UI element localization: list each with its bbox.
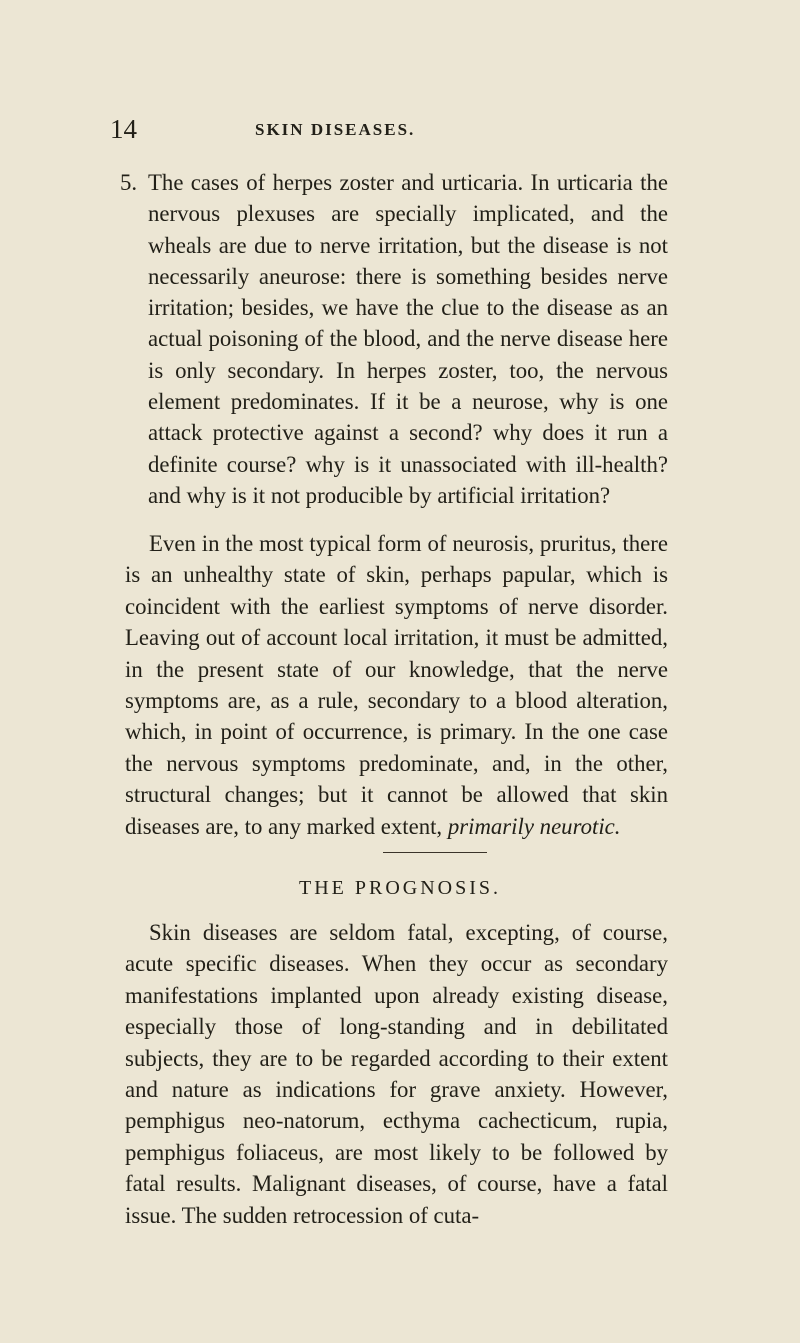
page-number: 14: [110, 114, 137, 144]
paragraph-text: Even in the most typical form of neurosis, pruritus, there is an unhealthy state of skin, perhaps papular, which is coincident with the earliest symptoms of nerve disorder. Leaving out of account local irritation, it must be admitted, in the present state of our knowledge, that the nerve symptoms are, as a rule, secondary to a blood alteration, which, in point of occurrence, is primary. In the one case the nervous symptoms predominate, and, in the other, structural changes; but it cannot be allowed that skin diseases are, to any marked extent,: [125, 531, 668, 839]
running-head: [110, 114, 690, 144]
numbered-item-5: [120, 167, 668, 511]
section-heading: THE PROGNOSIS.: [298, 877, 502, 899]
section-divider: [383, 852, 487, 853]
item-text: The cases of herpes zoster and urticaria. In urticaria the nervous plexuses are specially implicated, and the wheals are due to nerve irritation, but the disease is not necessarily aneurose: there is something besides nerve irritation; besides, we have the clue to the disease as an actual poisoning of the blood, and the nerve disease here is only secondary. In herpes zoster, too, the nervous element predominates. If it be a neurose, why is one attack protective against a second? why does it run a definite course? why is it unassociated with ill-health? and why is it not producible by artificial irritation?: [148, 170, 668, 508]
paragraph-neurosis: [125, 528, 668, 842]
running-title: SKIN DISEASES.: [255, 120, 416, 139]
paragraph-prognosis: Skin diseases are seldom fatal, excepting, of course, acute specific diseases. When they occur as secondary manifestations implanted upon already existing disease, especially those of long-standing and in debilitated subjects, they are to be regarded according to their extent and nature as indications for grave anxiety. However, pemphigus neo-natorum, ecthyma cachecticum, rupia, pemphigus foliaceus, are most likely to be followed by fatal results. Malignant diseases, of course, have a fatal issue. The sudden retrocession of cuta-: [125, 920, 668, 1228]
emphasis-text: primarily neurotic.: [447, 813, 621, 839]
item-number: 5.: [120, 170, 138, 195]
